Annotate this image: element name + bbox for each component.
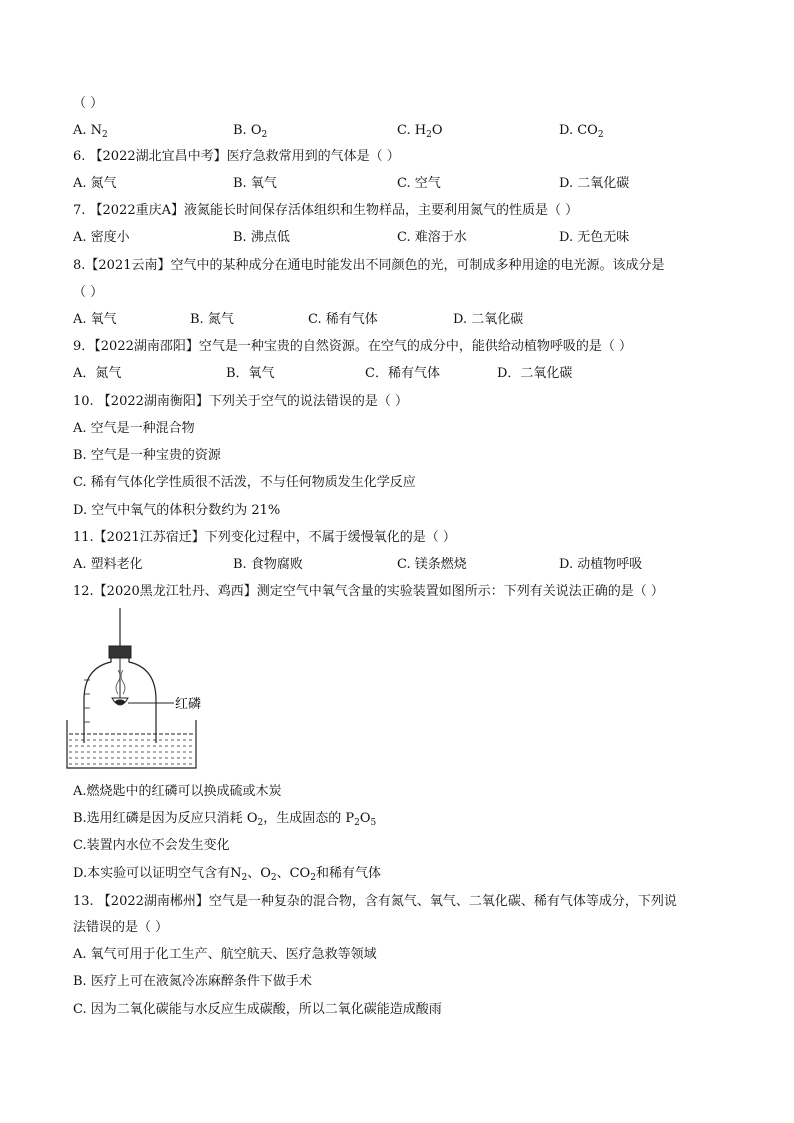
q12-option-b: B.选用红磷是因为反应只消耗 $O_2$，生成固态的 $P_2O_5$	[73, 811, 377, 828]
q10-option-c: C. 稀有气体化学性质很不活泼，不与任何物质发生化学反应	[73, 475, 416, 490]
q9-option-d: D．二氧化碳	[497, 366, 573, 381]
q9-option-c: C．稀有气体	[365, 366, 440, 381]
q10-option-a: A. 空气是一种混合物	[73, 421, 195, 436]
q11-option-c: C. 镁条燃烧	[397, 557, 467, 572]
q10-option-d: D. 空气中氧气的体积分数约为 21%	[73, 503, 281, 518]
q13-option-a: A. 氧气可用于化工生产、航空航天、医疗急救等领域	[73, 947, 377, 962]
experiment-apparatus-figure	[62, 608, 222, 776]
q9-stem: 9．【2022湖南邵阳】空气是一种宝贵的自然资源。在空气的成分中，能供给动植物呼吸的是（ ）	[73, 339, 632, 354]
q7-option-a: A. 密度小	[73, 230, 130, 245]
q8-option-b: B. 氮气	[190, 312, 234, 327]
red-phosphorus-label: 红磷	[175, 697, 202, 712]
q5-option-d: D. $CO_2$	[559, 123, 604, 140]
q6-option-b: B. 氧气	[233, 176, 277, 191]
q5-option-a: A. $N_2$	[73, 123, 108, 140]
q5-option-b: B. $O_2$	[233, 123, 268, 140]
q6-option-c: C. 空气	[397, 176, 441, 191]
q5-paren: （ ）	[73, 96, 104, 111]
q12-option-d: D.本实验可以证明空气含有$N_2$、$O_2$、$CO_2$和稀有气体	[73, 866, 381, 883]
q12-option-c: C.装置内水位不会发生变化	[73, 838, 230, 853]
q12-option-a: A.燃烧匙中的红磷可以换成硫或木炭	[73, 784, 282, 799]
q7-option-c: C. 难溶于水	[397, 230, 467, 245]
q8-option-d: D. 二氧化碳	[453, 312, 524, 327]
q13-option-c: C. 因为二氧化碳能与水反应生成碳酸，所以二氧化碳能造成酸雨	[73, 1002, 442, 1017]
q10-option-b: B. 空气是一种宝贵的资源	[73, 448, 221, 463]
q11-option-b: B. 食物腐败	[233, 557, 303, 572]
q11-option-d: D. 动植物呼吸	[559, 557, 643, 572]
q13-stem-line2: 法错误的是（ ）	[73, 920, 169, 935]
q6-option-a: A. 氮气	[73, 176, 117, 191]
q10-stem: 10. 【2022湖南衡阳】下列关于空气的说法错误的是（ ）	[73, 394, 409, 409]
apparatus-drawing	[62, 608, 222, 776]
q6-stem: 6. 【2022湖北宜昌中考】医疗急救常用到的气体是（ ）	[73, 149, 400, 164]
q13-stem-line1: 13. 【2022湖南郴州】空气是一种复杂的混合物，含有氮气、氧气、二氧化碳、稀有气体等成分，下列说	[73, 894, 677, 909]
q12-stem: 12.【2020黑龙江牡丹、鸡西】测定空气中氧气含量的实验装置如图所示：下列有关说法正确的是（ ）	[73, 584, 664, 599]
q6-option-d: D. 二氧化碳	[559, 176, 630, 191]
q8-stem: 8.【2021云南】空气中的某种成分在通电时能发出不同颜色的光，可制成多种用途的电光源。该成分是	[73, 258, 665, 273]
q7-option-d: D. 无色无味	[559, 230, 630, 245]
q8-paren: （ ）	[73, 285, 104, 300]
q9-option-a: A．氮气	[73, 366, 122, 381]
q9-option-b: B．氧气	[226, 366, 275, 381]
q8-option-c: C. 稀有气体	[308, 312, 378, 327]
q11-option-a: A. 塑料老化	[73, 557, 143, 572]
q7-option-b: B. 沸点低	[233, 230, 290, 245]
q8-option-a: A. 氧气	[73, 312, 117, 327]
q5-option-c: C. $H_2O$	[397, 123, 443, 140]
q11-stem: 11.【2021江苏宿迁】下列变化过程中，不属于缓慢氧化的是（ ）	[73, 530, 456, 545]
q13-option-b: B. 医疗上可在液氮冷冻麻醉条件下做手术	[73, 974, 312, 989]
q7-stem: 7. 【2022重庆A】液氮能长时间保存活体组织和生物样品，主要利用氮气的性质是（ ）	[73, 203, 579, 218]
